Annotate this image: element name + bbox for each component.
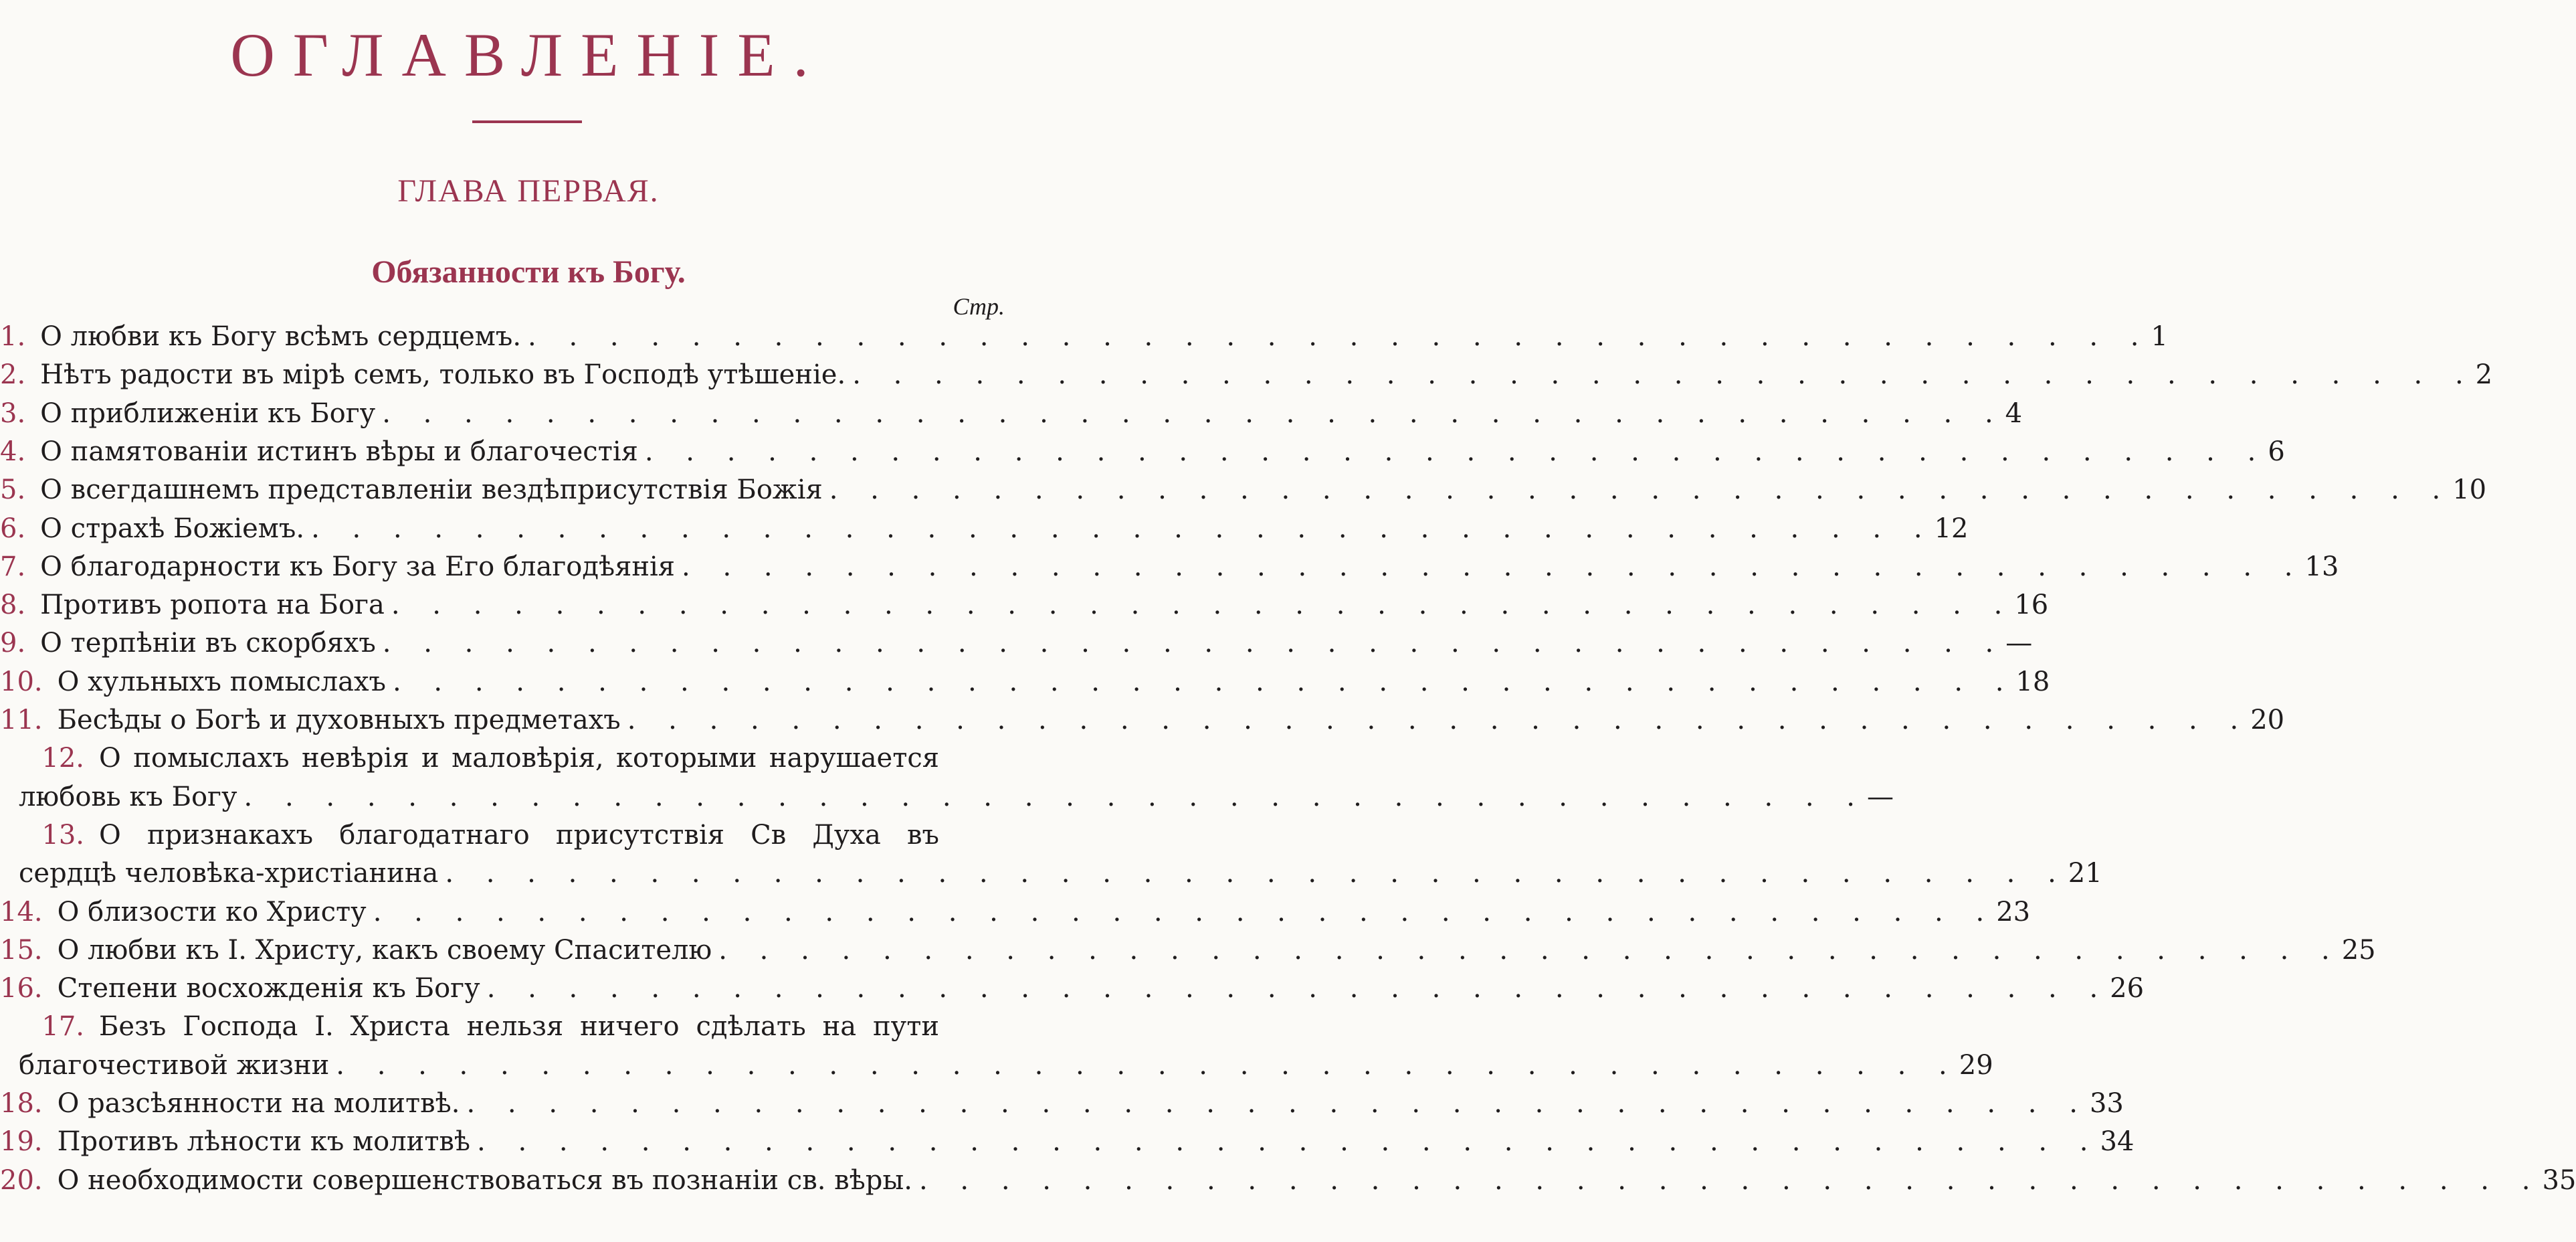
toc-entry-number: 19. [0,1126,43,1158]
toc-entry-title: О благодарности къ Богу за Его благодѣянія [40,551,676,582]
toc-page-number: 35 [2542,1164,2576,1196]
toc-entry-title: Степени восхожденія къ Богу [57,973,480,1004]
toc-entry [0,321,2168,360]
toc-entry-title: О признакахъ благодатнаго присутствія Св Духа въ [99,819,939,851]
toc-leader-dots: . . . . . . . . . . . . . . . . . . . . . . . . . . . . . . . . . . . . . . . . [445,858,2068,889]
toc-leader-dots: . . . . . . . . . . . . . . . . . . . . . . . . . . . . . . . . . . . . . . . . [644,436,2268,467]
toc-entry [0,820,1013,859]
toc-entry [0,743,1013,782]
toc-leader-dots: . . . . . . . . . . . . . . . . . . . . . . . . . . . . . . . . . . . . . . . . [852,359,2476,391]
toc-leader-dots: . . . . . . . . . . . . . . . . . . . . . . . . . . . . . . . . . . . . . . . . [718,934,2342,966]
toc-entry-title: О любви къ І. Христу, какъ своему Спасителю [57,934,712,966]
toc-entry [0,513,1969,552]
toc-page-number: 1 [2151,321,2168,352]
toc-page-number: 2 [2475,359,2493,391]
toc-entry-title-continued: любовь къ Богу [19,781,237,812]
toc-entry [0,973,2145,1012]
toc-entry [0,590,2049,628]
toc-entry [0,359,2493,398]
toc-entry-number: 16. [0,973,43,1004]
toc-leader-dots: . . . . . . . . . . . . . . . . . . . . . . . . . . . . . . . . . . . . . . . . [243,781,1868,812]
toc-page-number: 13 [2304,551,2339,582]
toc-entry [0,705,2285,743]
toc-page-number: — [2005,628,2033,659]
toc-page-number: — [1867,781,1894,812]
toc-page-number: 10 [2452,474,2487,506]
toc-entry-number: 5. [0,474,26,506]
toc-entry-title: Нѣтъ радости въ мірѣ семъ, только въ Господѣ утѣшеніе. [40,359,846,391]
toc-entry-number: 1. [0,321,26,352]
toc-page-number: 20 [2250,705,2285,735]
toc-leader-dots: . . . . . . . . . . . . . . . . . . . . . . . . . . . . . . . . . . . . . . . . [393,666,2016,697]
toc-entry-number: 13. [41,819,84,851]
toc-entry [0,1088,2124,1127]
toc-entry [0,474,2487,513]
toc-leader-dots: . . . . . . . . . . . . . . . . . . . . . . . . . . . . . . . . . . . . . . . . [382,397,2005,429]
toc-page-number: 6 [2268,436,2285,467]
toc-entry-title: О всегдашнемъ представленіи вездѣприсутствія Божія [40,474,823,506]
toc-entry-title: О необходимости совершенствоваться въ познаніи св. вѣры. [57,1164,912,1196]
toc-entry [0,666,2050,705]
toc-entry-number: 18. [0,1088,43,1119]
toc-entry-number: 20. [0,1164,43,1196]
toc-entry-continuation [0,858,2102,897]
toc-entry-continuation [0,781,1894,820]
toc-entry-title: Противъ лѣности къ молитвѣ [57,1126,471,1158]
toc-page-number: 29 [1959,1049,1993,1081]
toc-page-number: 4 [2005,397,2023,429]
toc-page-number: 12 [1934,513,1969,544]
toc-entry-number: 15. [0,934,43,966]
toc-page-number: 26 [2110,973,2145,1004]
toc-entry-number: 4. [0,436,26,467]
toc-leader-dots: . . . . . . . . . . . . . . . . . . . . . . . . . . . . . . . . . . . . . . . . [382,628,2006,659]
toc-leader-dots: . . . . . . . . . . . . . . . . . . . . . . . . . . . . . . . . . . . . . . . . [477,1126,2100,1158]
toc-entry-title: О приближеніи къ Богу [40,397,376,429]
toc-entry [0,1164,2576,1204]
chapter-heading: ГЛАВА ПЕРВАЯ. [397,173,660,209]
toc-leader-dots: . . . . . . . . . . . . . . . . . . . . . . . . . . . . . . . . . . . . . . . . [486,973,2110,1004]
toc-page-number: 33 [2089,1088,2124,1119]
toc-entry-title: О любви къ Богу всѣмъ сердцемъ. [40,321,522,352]
toc-leader-dots: . . . . . . . . . . . . . . . . . . . . . . . . . . . . . . . . . . . . . . . . [373,896,1997,927]
toc-entry-number: 17. [41,1011,84,1043]
toc-page-number: 16 [2014,590,2049,621]
toc-entry-title-continued: благочестивой жизни [19,1049,330,1081]
toc-entry-title: О разсѣянности на молитвѣ. [57,1088,460,1119]
section-heading: Обязанности къ Богу. [371,254,686,290]
toc-entry-title: Бесѣды о Богѣ и духовныхъ предметахъ [57,705,621,735]
toc-leader-dots: . . . . . . . . . . . . . . . . . . . . . . . . . . . . . . . . . . . . . . . . [466,1088,2090,1119]
toc-leader-dots: . . . . . . . . . . . . . . . . . . . . . . . . . . . . . . . . . . . . . . . . [336,1049,1959,1081]
toc-entry [0,1126,2135,1165]
toc-entry-title: О помыслахъ невѣрія и маловѣрія, которыми нарушается [99,743,939,774]
page-title: ОГЛАВЛЕНІЕ. [230,21,827,89]
toc-entry [0,934,2376,974]
toc-leader-dots: . . . . . . . . . . . . . . . . . . . . . . . . . . . . . . . . . . . . . . . . [682,551,2305,582]
toc-entry-number: 6. [0,513,26,544]
toc-leader-dots: . . . . . . . . . . . . . . . . . . . . . . . . . . . . . . . . . . . . . . . . [528,321,2151,352]
toc-page-number: 23 [1996,896,2031,927]
toc-entry-title: Противъ ропота на Бога [40,590,385,621]
toc-entry-title: О терпѣніи въ скорбяхъ [40,628,376,659]
toc-entry-title: О памятованіи истинъ вѣры и благочестія [40,436,638,467]
toc-entry-number: 2. [0,359,26,391]
toc-entry [0,628,2033,667]
toc-entry [0,397,2023,437]
toc-leader-dots: . . . . . . . . . . . . . . . . . . . . . . . . . . . . . . . . . . . . . . . . [627,705,2251,735]
toc-entry [0,896,2031,936]
toc-leader-dots: . . . . . . . . . . . . . . . . . . . . . . . . . . . . . . . . . . . . . . . . [311,513,1935,544]
toc-entry-title: О страхѣ Божіемъ. [40,513,305,544]
toc-page-number: 34 [2100,1126,2135,1158]
toc-leader-dots: . . . . . . . . . . . . . . . . . . . . . . . . . . . . . . . . . . . . . . . . [829,474,2453,506]
toc-entry-number: 7. [0,551,26,582]
toc-entry-title: О хульныхъ помыслахъ [57,666,386,697]
toc-entry-number: 3. [0,397,26,429]
toc-entry-title: Безъ Господа І. Христа нельзя ничего сдѣлать на пути [99,1011,939,1043]
toc-entry-title-continued: сердцѣ человѣка-христіанина [19,858,439,889]
toc-page-number: 25 [2341,934,2376,966]
toc-page-number: 18 [2015,666,2050,697]
toc-entry-number: 14. [0,896,43,927]
title-rule [472,120,582,123]
toc-entry-continuation [0,1049,1993,1089]
toc-entry [0,551,2339,590]
toc-entry-number: 11. [0,705,43,735]
toc-entry-number: 12. [41,743,84,774]
toc-page-number: 21 [2068,858,2102,889]
toc-entry-number: 10. [0,666,43,697]
toc-leader-dots: . . . . . . . . . . . . . . . . . . . . . . . . . . . . . . . . . . . . . . . . [391,590,2015,621]
toc-entry-number: 8. [0,590,26,621]
toc-entry [0,1011,1013,1050]
toc-entry-number: 9. [0,628,26,659]
page-column-label: Стр. [953,293,1005,320]
toc-leader-dots: . . . . . . . . . . . . . . . . . . . . . . . . . . . . . . . . . . . . . . . . [918,1164,2543,1196]
toc-entry [0,436,2285,475]
toc-entry-title: О близости ко Христу [57,896,367,927]
